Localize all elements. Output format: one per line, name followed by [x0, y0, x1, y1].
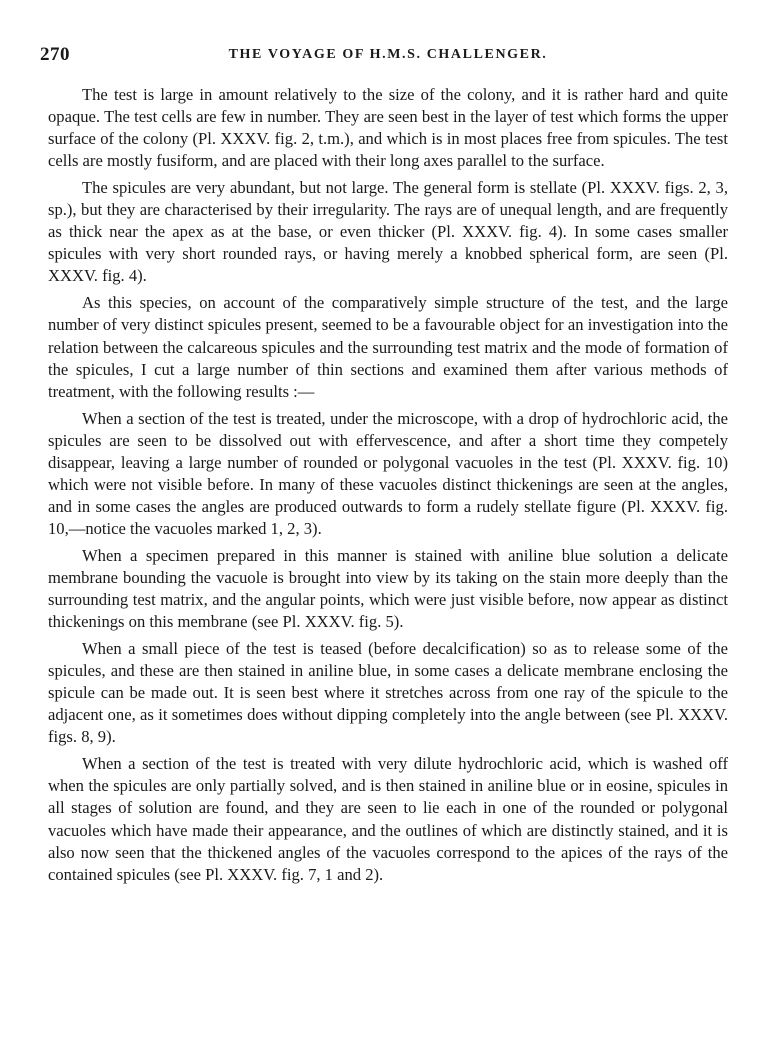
body-text: [48, 84, 728, 886]
paragraph-teased-test: When a small piece of the test is teased (before decalcification) so as to release some of the spicules, and these are then stained in aniline blue, in some cases a delicate membrane enclosing the spicule can be made out. It is seen best where it stretches across from one ray of the spicule to the adjacent one, as it sometimes does without dipping completely into the angle between (see Pl. XXXV. figs. 8, 9).: [48, 639, 728, 747]
paragraph-spicules: The spicules are very abundant, but not large. The general form is stellate (Pl. XXXV. figs. 2, 3, sp.), but they are characterised by their irregularity. The rays are of unequal length, and are frequently as thick near the apex as at the base, or even thicker (Pl. XXXV. fig. 4). In some cases smaller spicules with very short rounded rays, or having merely a knobbed spherical form, are seen (Pl. XXXV. fig. 4).: [48, 178, 728, 286]
paragraph-dilute-acid: When a section of the test is treated with very dilute hydrochloric acid, which is washed off when the spicules are only partially solved, and is then stained in aniline blue or in eosine, spicules in all stages of solution are found, and they are seen to lie each in one of the rounded or polygonal vacuoles which have made their appearance, and the outlines of which are distinctly stained, and it is also now seen that the thickened angles of the vacuoles correspond to the apices of the rays of the contained spicules (see Pl. XXXV. fig. 7, 1 and 2).: [48, 754, 728, 884]
page-header: [40, 44, 736, 68]
paragraph-investigation: As this species, on account of the comparatively simple structure of the test, and the large number of very distinct spicules present, seemed to be a favourable object for an investigation into the relation between the calcareous spicules and the surrounding test matrix and the mode of formation of the spicules, I cut a large number of thin sections and examined them after various methods of treatment, with the following results :—: [48, 293, 728, 401]
paragraph-hydrochloric-acid: When a section of the test is treated, under the microscope, with a drop of hydrochloric acid, the spicules are seen to be dissolved out with effervescence, and after a short time they competely disappear, leaving a large number of rounded or polygonal vacuoles in the test (Pl. XXXV. fig. 10) which were not visible before. In many of these vacuoles distinct thickenings are seen at the angles, and in some cases the angles are produced outwards to form a rudely stellate figure (Pl. XXXV. fig. 10,—notice the vacuoles marked 1, 2, 3).: [48, 408, 728, 538]
paragraph-test-description: The test is large in amount relatively to the size of the colony, and it is rather hard and quite opaque. The test cells are few in number. They are seen best in the layer of test which forms the upper surface of the colony (Pl. XXXV. fig. 2, t.m.), and which is in most places free from spicules. The test cells are mostly fusiform, and are placed with their long axes parallel to the surface.: [48, 85, 728, 171]
page-number: 270: [40, 44, 70, 65]
running-head: THE VOYAGE OF H.M.S. CHALLENGER.: [228, 47, 548, 62]
paragraph-aniline-blue-stain: When a specimen prepared in this manner is stained with aniline blue solution a delicate membrane bounding the vacuole is brought into view by its taking on the stain more deeply than the surrounding test matrix, and the angular points, which were just visible before, now appear as distinct thickenings on this membrane (see Pl. XXXV. fig. 5).: [48, 545, 728, 632]
